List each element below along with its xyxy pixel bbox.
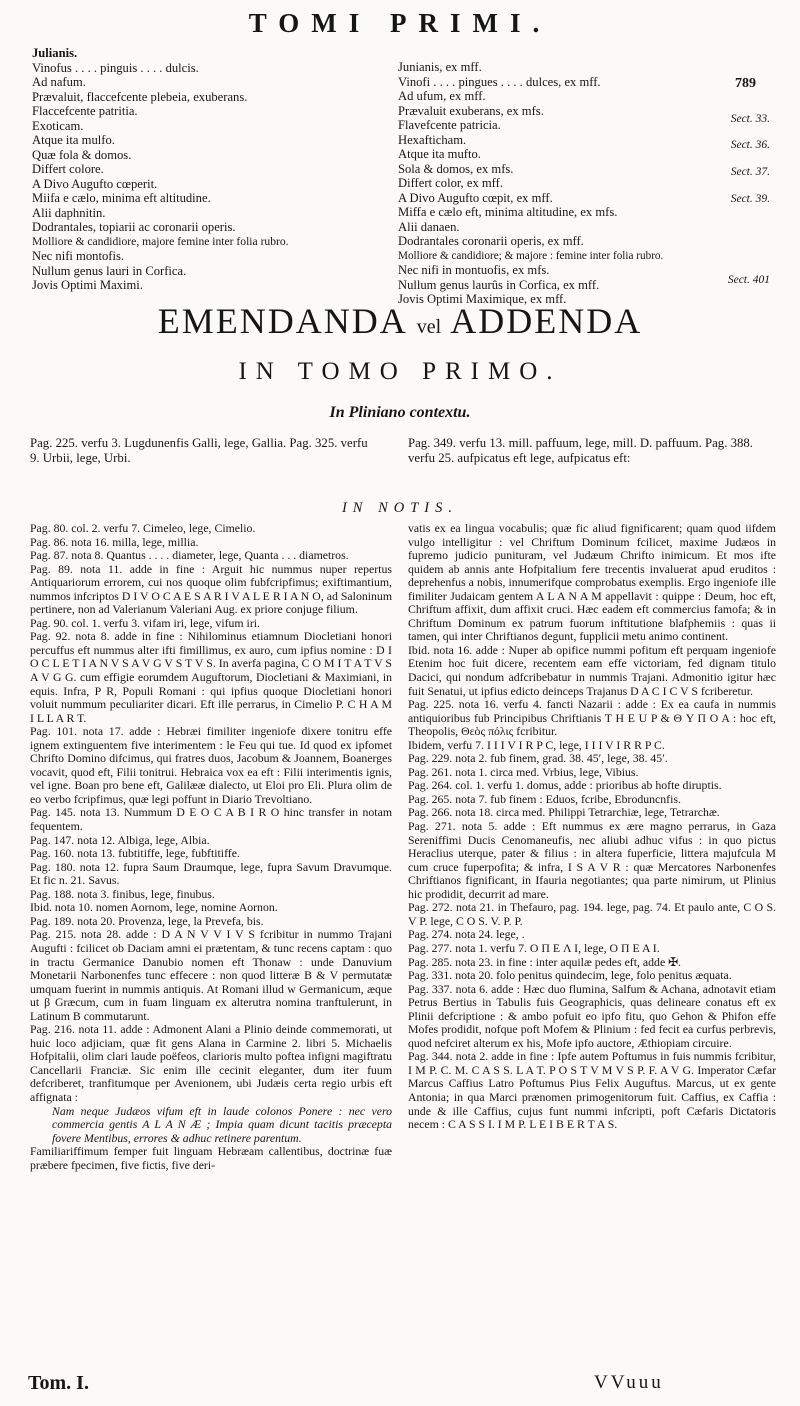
intro-left-text: Pag. 225. verfu 3. Lugdunenfis Galli, lege, Gallia. Pag. 325. verfu 9. Urbii, lege, Urbi. (30, 436, 368, 465)
note-entry: Ibid. nota 16. adde : Nuper ab opifice nummi pofitum eft perquam ingeniofe Etenim hoc fuit dicere, recentem eam effe victoriam, fed dignam titulo Dacici, qui nondum adfcribebatur in nummis Trajani. Admonitio igitur hæc fuit Senatui, ut ipfius edicto deinceps Trajanus D A C I C V S fcriberetur. (408, 642, 776, 698)
title-addenda: ADDENDA (450, 301, 643, 341)
intro-right-text: Pag. 349. verfu 13. mill. paffuum, lege, mill. D. paffuum. Pag. 388. verfu 25. aufpicatus eft lege, aufpicatus eft: (408, 436, 753, 465)
note-entry: Pag. 188. nota 3. finibus, lege, finubus. (30, 886, 215, 901)
list-item: Ad nafum. (32, 75, 86, 89)
note-entry: Pag. 87. nota 8. Quantus . . . . diameter, lege, Quanta . . . diametros. (30, 548, 349, 563)
list-item: A Divo Augufto cœperit. (32, 176, 158, 191)
note-entry: Pag. 145. nota 13. Nummum D E O C A B I R O hinc transfer in notam fequentem. (30, 805, 392, 834)
list-item: Vinofus . . . . pinguis . . . . dulcis. (32, 60, 199, 75)
note-entry: Pag. 160. nota 13. fubtitiffe, lege, fubftitiffe. (30, 846, 240, 861)
note-entry: Pag. 274. nota 24. lege, . (408, 927, 525, 942)
note-entry: Pag. 285. nota 23. in fine : inter aquilæ pedes eft, adde ✠. (408, 954, 681, 969)
title-vel: vel (416, 316, 442, 338)
section-ref: Sect. 401 (727, 274, 770, 286)
note-entry: Pag. 264. col. 1. verfu 1. domus, adde : prioribus ab hofte diruptis. (408, 778, 722, 793)
list-item: Alii danaen. (398, 219, 460, 234)
note-entry: Pag. 90. col. 1. verfu 3. vifam iri, lege, vifum iri. (30, 615, 260, 630)
note-entry: vatis ex ea lingua vocabulis; quæ fic aliud fignificarent; quam quod iifdem vulgo intelligitur : vel Chriftum Dominum fcilicet, maxime Judæos in fupremo judicio punituram, vel Judæum Chrifto inimicum. Et mos ifte quidem ab annis ante Hofpitalium fere trecentis invaluerat apud eruditos : deprehenfus a nobis, innumerifque comprobatus exemplis. Ergo ingeniofe ille fimiliter Judaicam gentem A L A N A M appellavit : quippe : Deum, hoc eft, Chriftum affixit, dum affixit cruci. Hæc eadem eft commercius famofa; & in Chriftum Dominum ex patrum fuorum inftitutione blafphemiis : quas ii tamen, qui inter Chriftianos degunt, fupplicii metu animo continent. (408, 521, 776, 644)
intro-corrections-left (30, 436, 380, 466)
section-ref: Sect. 33. (730, 113, 770, 125)
note-entry: Pag. 101. nota 17. adde : Hebræi fimiliter ingeniofe dixere tonitru effe ignem extinguentem five interimentem : le Feu qui tue. Id quod ex ipfomet Chrifto Domino difcimus, qui fratres duos, Jacobum & Joannem, Boanerges vocavit, quod eft, Filii tonitrui. Hebraica vox ea eft : Filii interimentis ignis, vel igne. Boan pro bene eft, Galilææ dialecto, ut Eloi pro Eli. Plura olim de eo verbo fcripfimus, quæ legi poffunt in Diario Trevoltiano. (30, 724, 392, 806)
note-entry: Pag. 216. nota 11. adde : Admonent Alani a Plinio deinde commemorati, ut huic loco adjiciam, quæ fit gens Alana in Carmine 2. libri 5. Michaelis Hofpitalii, olim clari laude poëfeos, clarioris multo poftea infigni magiftratu Cancellarii Franciæ. Sic enim ille cecinit eleganter, dum iter fuum defcriberet, tranfitumque per Avenionem, ubi Judæis certa regio urbis eft affignata : (30, 1022, 392, 1104)
list-item: Nullum genus lauri in Corfica. (32, 263, 187, 278)
section-title (0, 300, 800, 342)
list-item: Miffa e cælo eft, minima altitudine, ex mfs. (398, 205, 618, 219)
list-item: Nec nifi montofis. (32, 249, 124, 263)
note-entry: Ibidem, verfu 7. I I I V I R P C, lege, I I I V I R R P C. (408, 737, 665, 752)
note-entry: Pag. 277. nota 1. verfu 7. O Π E Λ I, lege, O Π E A I. (408, 940, 660, 955)
note-entry: Pag. 265. nota 7. fub finem : Eduos, fcribe, Ebroduncnfis. (408, 791, 681, 806)
verse-quote: Nam neque Judæos vifum eft in laude colonos Ponere : nec vero commercia gentis A L A N Æ ; Impia quam dicunt tacitis præcepta fovere Mentibus, errores & adhuc retinere parentum. (52, 1103, 392, 1145)
section-ref: Sect. 39. (730, 193, 770, 205)
title-emendanda: EMENDANDA (157, 301, 406, 341)
note-entry: Pag. 147. nota 12. Albiga, lege, Albia. (30, 832, 210, 847)
list-item: Molliore & candidiore, majore femine inter folia rubro. (32, 234, 289, 248)
list-item: Julianis. (32, 46, 78, 60)
list-item: Prævaluit, flaccefcente plebeia, exuberans. (32, 89, 248, 104)
list-item: Miifa e cælo, minima eft altitudine. (32, 191, 211, 205)
list-item: Nec nifi in montuofis, ex mfs. (398, 263, 550, 277)
list-item: Flaccefcente patritia. (32, 104, 138, 118)
list-item: Nullum genus laurûs in Corfica, ex mff. (398, 277, 600, 292)
gathering-signature: VVuuu (594, 1372, 664, 1393)
note-entry: Pag. 337. nota 6. adde : Hæc duo flumina, Salfum & Achana, adnotavit etiam Petrus Bertius in Tabulis fuis Geographicis, quas delineare conatus eft ex Plinii defcriptione : & ambo pofuit eo ipfo fitu, quo Gehon & Phifon effe Mofes prodidit, nofque poft Mofem & Plinium : fed fecit ea curfus perbrevis, quod nefciret alterum ex his, Mofe ipfo auctore, Æthiopiam circuire. (408, 981, 776, 1050)
section-subtitle: IN TOMO PRIMO. (238, 358, 562, 385)
note-entry: Pag. 180. nota 12. fupra Saum Draumque, lege, fupra Savum Dravumque. Et fic n. 21. Savus. (30, 859, 392, 888)
list-item: Jovis Optimi Maximique, ex mff. (398, 292, 567, 306)
notes-left-column (30, 522, 392, 1172)
list-item: A Divo Augufto cœpit, ex mff. (398, 190, 553, 205)
list-item: Ad ufum, ex mff. (398, 89, 486, 103)
list-item: Atque ita mufto. (398, 147, 481, 161)
running-header: TOMI PRIMI. (248, 8, 552, 38)
list-item: Differt colore. (32, 162, 104, 176)
note-entry: Pag. 261. nota 1. circa med. Vrbius, lege, Vibius. (408, 764, 639, 779)
list-item: Molliore & candidiore; & majore : femine inter folia rubro. (398, 249, 664, 262)
list-item: Prævaluit exuberans, ex mfs. (398, 103, 544, 118)
list-item: Alii daphnitin. (32, 205, 106, 220)
list-item: Jovis Optimi Maximi. (32, 278, 143, 292)
page-number: 789 (735, 76, 756, 91)
notes-right-column (408, 522, 776, 1132)
list-item: Dodrantales, topiarii ac coronarii operis. (32, 220, 236, 234)
context-heading: In Pliniano contextu. (329, 404, 471, 421)
note-entry: Pag. 189. nota 20. Provenza, lege, la Prevefa, bis. (30, 913, 264, 928)
volume-signature: Tom. I. (28, 1372, 89, 1394)
note-entry: Pag. 271. nota 5. adde : Eft nummus ex ære magno perrarus, in Gaza Sereniffimi Ducis Cenomaneufis, nec aliubi adhuc vifus : in quo pictus Heraclius uterque, pater & filius : in altera fuperficie, littera majufcula M cum cruce fuperpofita; & infra, I S A V R : quæ Mercatores Narbonenfes Chriftianos fignificant, in Ifauria negotiantes; qua parte nimirum, ut Plinius hic prodidit, decurrit ad mare. (408, 819, 776, 901)
note-entry: Pag. 215. nota 28. adde : D A N V V I V S fcribitur in nummo Trajani Augufti : fcilicet ob Daciam amni ei prætentam, & tunc recens captam : quo in tractu Germanice Danubio nomen eft Thonaw : unde Danuvium Monetarii Narbonenfes tunc effecere : non quod litteræ B & V permutatæ umquam fuerint in nummis antiquis. At Romani illud w Germanicum, æque ut β Græcum, cum in fuam linguam ex alterutra nomina tranftulerunt, in Latinum B commutarunt. (30, 927, 392, 1023)
right-errata-column (398, 60, 738, 307)
note-entry: Pag. 272. nota 21. in Thefauro, pag. 194. lege, pag. 74. Et paulo ante, C O S. V P. lege, C O S. V. P. P. (408, 900, 776, 928)
list-item: Dodrantales coronarii operis, ex mff. (398, 234, 584, 248)
note-entry: Pag. 331. nota 20. folo penitus quindecim, lege, folo penitus æquata. (408, 968, 732, 983)
list-item: Vinofi . . . . pingues . . . . dulces, ex mff. (398, 74, 601, 89)
intro-corrections-right (408, 436, 776, 466)
note-entry: Pag. 225. nota 16. verfu 4. fancti Nazarii : adde : Ex ea caufa in nummis antiquioribus fub Principibus Chriftianis T H E U P & Θ Y Π O A : hoc eft, Theopolis, Θεὸς πόλις fcribitur. (408, 697, 776, 739)
note-entry: Pag. 92. nota 8. adde in fine : Nihilominus etiamnum Diocletiani honori percuffus eft nummus alter ifti fimillimus, ex auro, cum ipfius nomine : D I O C L E T I A N V S A V G V S T V S. In averfa pagina, C O M I T A T V S A V G G. cum effigie eorumdem Auguftorum, Diocletiani & Maximiani, in equis. Infra, P R, Populi Romani : qui ipfius quoque Diocletiani honori voluit nummum peculiariter dicari. Eft ille perrarus, in Cimelio P. C H A M I L L A R T. (30, 629, 392, 725)
list-item: Atque ita mulfo. (32, 133, 115, 147)
list-item: Differt color, ex mff. (398, 176, 503, 190)
note-entry: Ibid. nota 10. nomen Aornom, lege, nomine Aornon. (30, 900, 278, 915)
notes-heading: IN NOTIS. (341, 500, 459, 516)
note-entry: Pag. 89. nota 11. adde in fine : Arguit hic nummus nuper repertus Antiquariorum errorem, cui nos quoque olim fubfcripfimus; exiftimantium, nummos infcriptos D I V O C A E S A R I V A L E R I A N O, ad Saloninum pertinere, non ad Valerianum Valeriani Aug. ex priore conjuge filium. (30, 561, 392, 617)
note-entry: Pag. 229. nota 2. fub finem, grad. 38. 45′, lege, 38. 45′. (408, 751, 668, 766)
list-item: Hexafticham. (398, 132, 467, 147)
list-item: Junianis, ex mff. (398, 60, 482, 74)
note-entry: Pag. 86. nota 16. milla, lege, millia. (30, 534, 199, 549)
section-ref: Sect. 37. (730, 166, 770, 178)
note-entry: Pag. 266. nota 18. circa med. Philippi Tetrarchiæ, lege, Tetrarchæ. (408, 805, 720, 820)
note-entry: Pag. 344. nota 2. adde in fine : Ipfe autem Poftumus in fuis nummis fcribitur, I M P. C. M. C A S S. L A T. P O S T V M V S P. F. A V G. Imperator Cæfar Marcus Caffius Latro Poftumus Pius Felix Auguftus. Marcus, ut ex gente Antonia; in qua Marci prænomen primogenitorum fuit. Caffius, ex Caffia : unde & ille Caffius, cujus funt nummi infcripti, poft Cæfaris Dictatoris necem : C A S S I. I M P. L E I B E R T A S. (408, 1049, 776, 1132)
note-entry: Familiariffimum femper fuit linguam Hebræam callentibus, doctrinæ fuæ præbere fpecimen, five fictis, five deri- (30, 1144, 392, 1172)
list-item: Flavefcente patricia. (398, 118, 501, 132)
list-item: Quæ fola & domos. (32, 147, 132, 162)
section-ref: Sect. 36. (730, 139, 770, 151)
left-errata-column (32, 46, 352, 293)
list-item: Exoticam. (32, 118, 84, 133)
list-item: Sola & domos, ex mfs. (398, 161, 514, 176)
note-entry: Pag. 80. col. 2. verfu 7. Cimeleo, lege, Cimelio. (30, 521, 256, 535)
